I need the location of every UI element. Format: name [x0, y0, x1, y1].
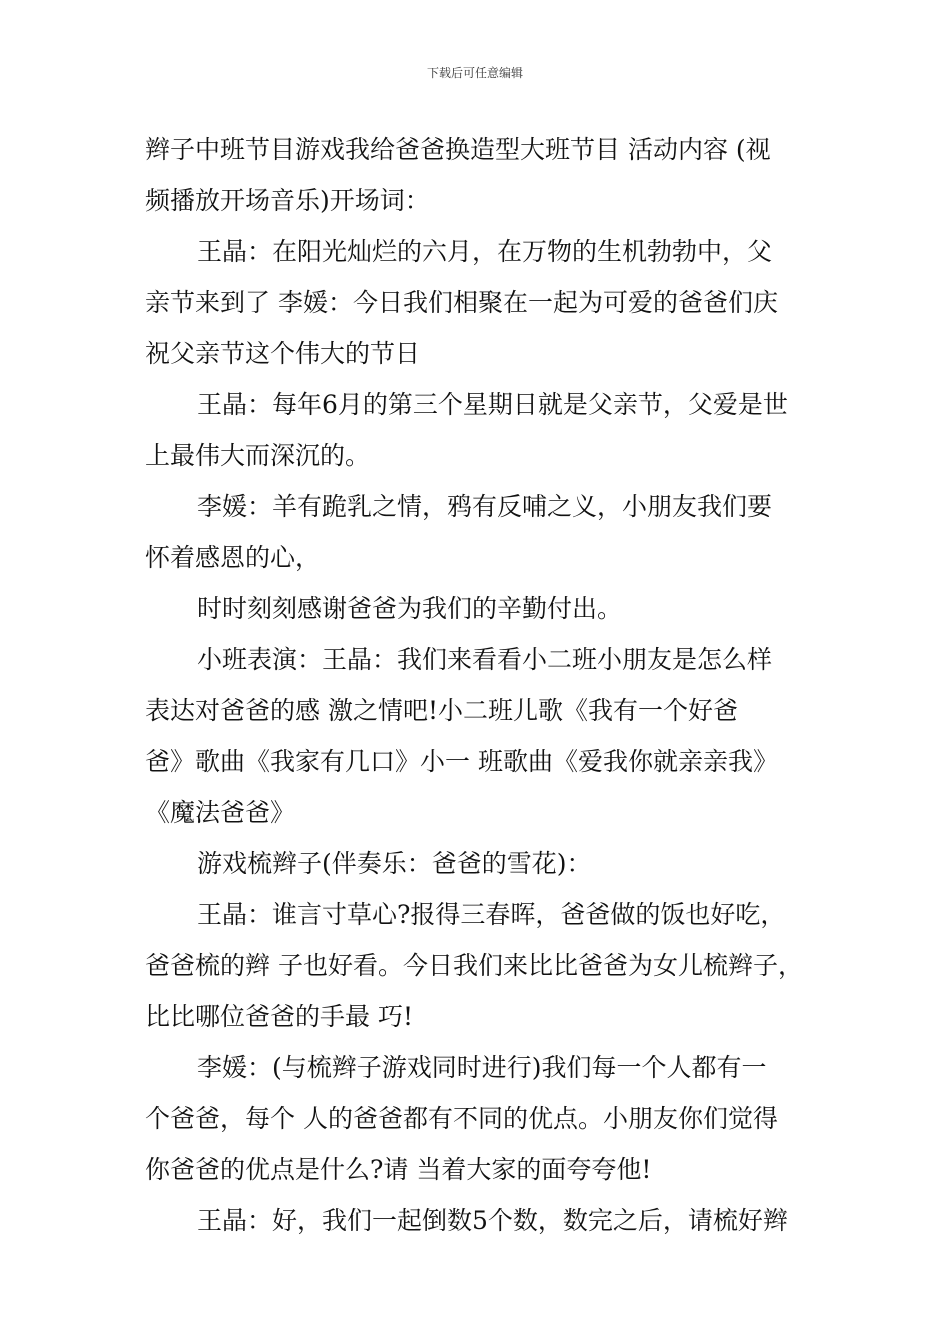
paragraph-line: 游戏梳辫子(伴奏乐：爸爸的雪花)：: [197, 849, 592, 878]
paragraph: [145, 481, 825, 583]
paragraph-line: 亲节来到了 李媛：今日我们相聚在一起为可爱的爸爸们庆: [145, 288, 778, 317]
paragraph-line: 表达对爸爸的感 激之情吧!小二班儿歌《我有一个好爸: [145, 696, 738, 725]
paragraph: [145, 634, 825, 838]
paragraph: [145, 1195, 825, 1246]
paragraph: [145, 838, 825, 889]
document-body: [145, 124, 825, 1246]
paragraph: [145, 1042, 825, 1195]
paragraph-line: 辫子中班节目游戏我给爸爸换造型大班节目 活动内容 (视: [145, 135, 771, 164]
paragraph-line: 时时刻刻感谢爸爸为我们的辛勤付出。: [197, 594, 623, 623]
paragraph-line: 王晶：好，我们一起倒数5个数，数完之后，请梳好辫: [197, 1206, 788, 1235]
paragraph-line: 祝父亲节这个伟大的节日: [145, 339, 421, 368]
paragraph: [145, 889, 825, 1042]
paragraph-line: 比比哪位爸爸的手最 巧!: [145, 1002, 413, 1031]
paragraph: [145, 379, 825, 481]
paragraph-line: 你爸爸的优点是什么?请 当着大家的面夸夸他!: [145, 1155, 652, 1184]
paragraph: [145, 226, 825, 379]
paragraph-line: 李媛：羊有跪乳之情，鸦有反哺之义，小朋友我们要: [197, 492, 773, 521]
paragraph-line: 频播放开场音乐)开场词：: [145, 186, 430, 215]
paragraph-line: 王晶：在阳光灿烂的六月，在万物的生机勃勃中，父: [197, 237, 773, 266]
paragraph-line: 怀着感恩的心，: [145, 543, 321, 572]
paragraph: [145, 583, 825, 634]
paragraph-line: 李媛：(与梳辫子游戏同时进行)我们每一个人都有一: [197, 1053, 767, 1082]
paragraph-line: 爸》歌曲《我家有几口》小一 班歌曲《爱我你就亲亲我》: [145, 747, 778, 776]
paragraph-line: 爸爸梳的辫 子也好看。今日我们来比比爸爸为女儿梳辫子，: [145, 951, 803, 980]
paragraph-line: 小班表演：王晶：我们来看看小二班小朋友是怎么样: [197, 645, 773, 674]
page-header-note: 下载后可任意编辑: [426, 66, 523, 80]
paragraph-line: 个爸爸，每个 人的爸爸都有不同的优点。小朋友你们觉得: [145, 1104, 778, 1133]
paragraph-line: 《魔法爸爸》: [145, 798, 296, 827]
paragraph: [145, 124, 825, 226]
paragraph-line: 王晶：每年6月的第三个星期日就是父亲节，父爱是世: [197, 390, 788, 419]
paragraph-line: 王晶：谁言寸草心?报得三春晖，爸爸做的饭也好吃，: [197, 900, 786, 929]
paragraph-line: 上最伟大而深沉的。: [145, 441, 371, 470]
